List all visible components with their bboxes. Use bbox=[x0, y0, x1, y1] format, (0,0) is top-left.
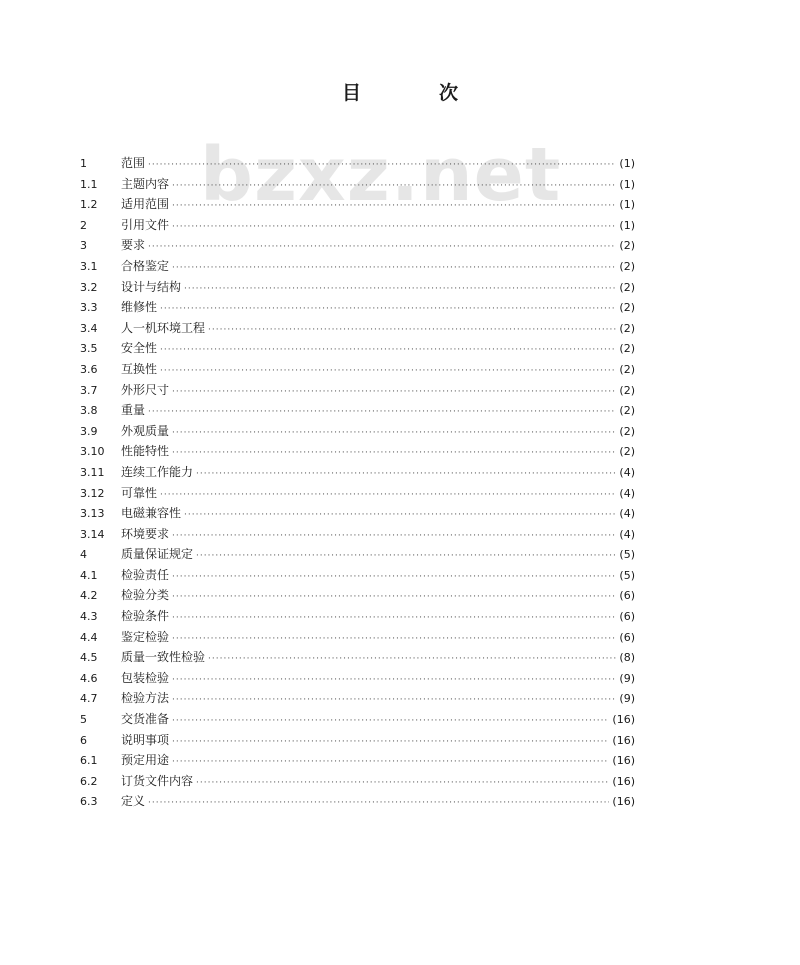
toc-entry-page: (6) bbox=[619, 630, 635, 644]
toc-entry-page: (16) bbox=[612, 754, 635, 768]
toc-entry[interactable] bbox=[80, 441, 635, 462]
dot-leader bbox=[172, 443, 616, 464]
toc-entry-number: 3.7 bbox=[80, 383, 98, 397]
dot-leader bbox=[160, 485, 616, 506]
toc-entry-label: 检验责任 bbox=[121, 567, 170, 582]
dot-leader bbox=[172, 526, 616, 547]
dot-leader bbox=[172, 752, 609, 773]
dot-leader bbox=[172, 670, 616, 691]
toc-entry[interactable] bbox=[80, 400, 635, 421]
toc-entry-number: 2 bbox=[80, 218, 87, 232]
dot-leader bbox=[196, 464, 616, 485]
toc-entry-page: (2) bbox=[619, 404, 635, 418]
toc-entry-label: 要求 bbox=[121, 238, 146, 253]
toc-entry-page: (1) bbox=[619, 198, 635, 212]
dot-leader bbox=[160, 361, 616, 382]
toc-entry-page: (1) bbox=[619, 177, 635, 191]
toc-entry[interactable] bbox=[80, 462, 635, 483]
toc-entry-page: (2) bbox=[619, 383, 635, 397]
toc-entry-number: 5 bbox=[80, 713, 87, 727]
toc-entry-label: 性能特性 bbox=[121, 444, 170, 459]
toc-entry[interactable] bbox=[80, 750, 635, 771]
toc-entry-page: (1) bbox=[619, 157, 635, 170]
toc-entry[interactable] bbox=[80, 380, 635, 401]
dot-leader bbox=[160, 340, 616, 361]
dot-leader bbox=[172, 629, 616, 650]
toc-entry-page: (2) bbox=[619, 239, 635, 253]
toc-entry[interactable] bbox=[80, 730, 635, 751]
dot-leader bbox=[172, 587, 616, 608]
toc-entry-label: 订货文件内容 bbox=[121, 773, 194, 788]
toc-entry[interactable] bbox=[80, 153, 635, 174]
toc-entry-label: 预定用途 bbox=[121, 753, 170, 768]
toc-entry-page: (8) bbox=[619, 651, 635, 665]
toc-entry-label: 合格鉴定 bbox=[121, 258, 170, 273]
dot-leader bbox=[208, 320, 616, 341]
toc-entry-number: 3.5 bbox=[80, 342, 98, 356]
toc-entry-number: 4.7 bbox=[80, 692, 98, 706]
toc-entry-number: 1 bbox=[80, 157, 87, 170]
toc-entry-number: 4.3 bbox=[80, 610, 98, 624]
watermark: bzxz.net bbox=[200, 132, 562, 218]
toc-entry-label: 适用范围 bbox=[121, 197, 170, 212]
toc-entry-label: 电磁兼容性 bbox=[121, 506, 182, 521]
toc-entry-number: 4.1 bbox=[80, 568, 98, 582]
toc-entry-label: 检验条件 bbox=[121, 609, 170, 624]
toc-entry-number: 3.6 bbox=[80, 362, 98, 376]
toc-entry-number: 6 bbox=[80, 733, 87, 747]
toc-entry-number: 3.13 bbox=[80, 507, 105, 521]
toc-entry-number: 3.14 bbox=[80, 527, 105, 541]
toc-entry[interactable] bbox=[80, 585, 635, 606]
toc-entry-label: 外形尺寸 bbox=[121, 382, 170, 397]
toc-entry[interactable] bbox=[80, 277, 635, 298]
toc-entry-label: 连续工作能力 bbox=[121, 464, 194, 479]
toc-entry[interactable] bbox=[80, 174, 635, 195]
toc-entry[interactable] bbox=[80, 297, 635, 318]
toc-entry[interactable] bbox=[80, 709, 635, 730]
toc-entry-number: 3.10 bbox=[80, 445, 105, 459]
toc-entry-number: 1.2 bbox=[80, 198, 98, 212]
toc-entry-label: 人一机环境工程 bbox=[121, 320, 206, 335]
toc-entry[interactable] bbox=[80, 565, 635, 586]
toc-entry-page: (2) bbox=[619, 280, 635, 294]
toc-entry-label: 质量一致性检验 bbox=[121, 650, 206, 665]
toc-entry-label: 包装检验 bbox=[121, 670, 170, 685]
toc-entry-number: 3.9 bbox=[80, 424, 98, 438]
toc-entry-label: 环境要求 bbox=[121, 526, 170, 541]
toc-entry[interactable] bbox=[80, 791, 635, 812]
dot-leader bbox=[196, 546, 616, 567]
toc-entry-label: 安全性 bbox=[121, 341, 158, 356]
toc-entry-page: (16) bbox=[612, 733, 635, 747]
toc-entry-number: 3.4 bbox=[80, 321, 98, 335]
toc-entry-page: (2) bbox=[619, 321, 635, 335]
toc-entry-label: 范围 bbox=[121, 156, 146, 170]
toc-entry-number: 3.12 bbox=[80, 486, 105, 500]
toc-entry-number: 4 bbox=[80, 548, 87, 562]
toc-entry-number: 3.11 bbox=[80, 465, 105, 479]
dot-leader bbox=[208, 649, 616, 670]
toc-entry-label: 可靠性 bbox=[121, 485, 158, 500]
dot-leader bbox=[160, 299, 616, 320]
toc-entry-page: (4) bbox=[619, 465, 635, 479]
title-char-1: 目 bbox=[341, 82, 361, 104]
toc-entry-page: (9) bbox=[619, 692, 635, 706]
toc-entry[interactable] bbox=[80, 338, 635, 359]
dot-leader bbox=[172, 732, 609, 753]
toc-entry-number: 3.3 bbox=[80, 301, 98, 315]
toc-entry-label: 检验方法 bbox=[121, 691, 170, 706]
toc-entry[interactable] bbox=[80, 771, 635, 792]
toc-entry-page: (5) bbox=[619, 548, 635, 562]
toc-entry[interactable] bbox=[80, 688, 635, 709]
toc-entry-label: 检验分类 bbox=[121, 588, 170, 603]
table-of-contents bbox=[80, 153, 635, 812]
toc-entry[interactable] bbox=[80, 359, 635, 380]
toc-entry-label: 重量 bbox=[121, 403, 146, 418]
toc-entry-number: 6.1 bbox=[80, 754, 98, 768]
toc-entry-page: (4) bbox=[619, 486, 635, 500]
toc-entry-number: 6.2 bbox=[80, 774, 98, 788]
toc-entry[interactable] bbox=[80, 256, 635, 277]
toc-entry-label: 维修性 bbox=[121, 300, 158, 315]
toc-entry[interactable] bbox=[80, 524, 635, 545]
toc-entry-label: 外观质量 bbox=[121, 423, 170, 438]
toc-entry[interactable] bbox=[80, 421, 635, 442]
dot-leader bbox=[148, 155, 616, 176]
dot-leader bbox=[172, 382, 616, 403]
toc-entry-page: (1) bbox=[619, 218, 635, 232]
dot-leader bbox=[172, 176, 616, 197]
toc-entry-page: (16) bbox=[612, 713, 635, 727]
toc-entry-label: 交货准备 bbox=[121, 712, 170, 727]
toc-entry-page: (2) bbox=[619, 342, 635, 356]
toc-entry-label: 鉴定检验 bbox=[121, 629, 170, 644]
toc-entry[interactable] bbox=[80, 627, 635, 648]
dot-leader bbox=[172, 258, 616, 279]
dot-leader bbox=[172, 217, 616, 238]
dot-leader bbox=[172, 608, 616, 629]
dot-leader bbox=[148, 793, 609, 814]
toc-entry-number: 3 bbox=[80, 239, 87, 253]
toc-entry-page: (16) bbox=[612, 774, 635, 788]
toc-entry-page: (2) bbox=[619, 424, 635, 438]
dot-leader bbox=[148, 402, 616, 423]
dot-leader bbox=[172, 690, 616, 711]
toc-entry-page: (5) bbox=[619, 568, 635, 582]
toc-entry-label: 说明事项 bbox=[121, 732, 170, 747]
dot-leader bbox=[148, 237, 616, 258]
title-char-2: 次 bbox=[439, 82, 459, 104]
toc-entry-number: 3.8 bbox=[80, 404, 98, 418]
toc-entry[interactable] bbox=[80, 544, 635, 565]
dot-leader bbox=[184, 505, 616, 526]
toc-entry-label: 设计与结构 bbox=[121, 279, 182, 294]
toc-entry-number: 4.2 bbox=[80, 589, 98, 603]
toc-entry[interactable] bbox=[80, 318, 635, 339]
toc-entry[interactable] bbox=[80, 606, 635, 627]
toc-entry-page: (2) bbox=[619, 259, 635, 273]
toc-entry[interactable] bbox=[80, 215, 635, 236]
dot-leader bbox=[172, 567, 616, 588]
toc-entry-page: (2) bbox=[619, 301, 635, 315]
toc-entry[interactable] bbox=[80, 483, 635, 504]
toc-entry[interactable] bbox=[80, 235, 635, 256]
dot-leader bbox=[184, 279, 616, 300]
toc-entry-page: (2) bbox=[619, 445, 635, 459]
toc-entry-label: 质量保证规定 bbox=[121, 547, 194, 562]
toc-entry-page: (16) bbox=[612, 795, 635, 809]
toc-entry[interactable] bbox=[80, 503, 635, 524]
toc-entry-page: (2) bbox=[619, 362, 635, 376]
page-title bbox=[0, 78, 800, 105]
toc-entry-label: 引用文件 bbox=[121, 217, 170, 232]
toc-entry-page: (4) bbox=[619, 527, 635, 541]
toc-entry-label: 互换性 bbox=[121, 361, 158, 376]
toc-entry-number: 1.1 bbox=[80, 177, 98, 191]
dot-leader bbox=[172, 196, 616, 217]
toc-entry-number: 3.1 bbox=[80, 259, 98, 273]
toc-entry-page: (9) bbox=[619, 671, 635, 685]
toc-entry[interactable] bbox=[80, 194, 635, 215]
toc-entry-page: (6) bbox=[619, 610, 635, 624]
dot-leader bbox=[172, 711, 609, 732]
toc-entry-number: 4.5 bbox=[80, 651, 98, 665]
toc-entry[interactable] bbox=[80, 647, 635, 668]
toc-entry-number: 6.3 bbox=[80, 795, 98, 809]
toc-entry-page: (6) bbox=[619, 589, 635, 603]
dot-leader bbox=[196, 773, 609, 794]
toc-entry-label: 主题内容 bbox=[121, 176, 170, 191]
toc-entry-number: 4.4 bbox=[80, 630, 98, 644]
toc-entry[interactable] bbox=[80, 668, 635, 689]
toc-entry-label: 定义 bbox=[121, 794, 146, 809]
toc-entry-number: 3.2 bbox=[80, 280, 98, 294]
toc-entry-page: (4) bbox=[619, 507, 635, 521]
dot-leader bbox=[172, 423, 616, 444]
toc-entry-number: 4.6 bbox=[80, 671, 98, 685]
